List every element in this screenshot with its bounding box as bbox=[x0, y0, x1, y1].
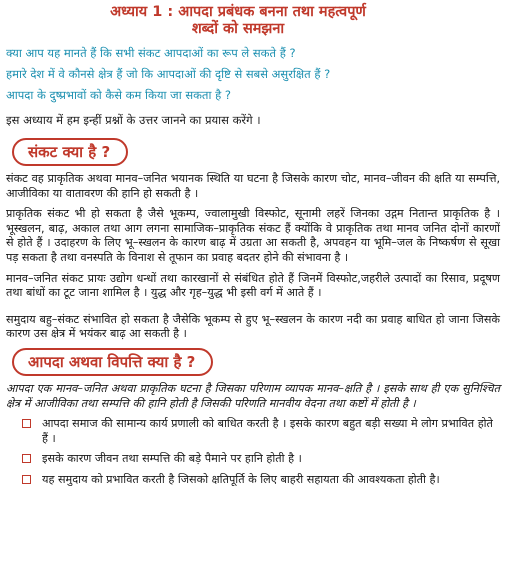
list-item bbox=[22, 452, 500, 467]
question-item: आपदा के दुष्प्रभावों को कैसे कम किया जा सकता है ? bbox=[6, 88, 231, 102]
list-item-text: इसके कारण जीवन तथा सम्पत्ति की बड़े पैमाने पर हानि होती है । bbox=[42, 452, 302, 466]
list-item-text: यह समुदाय को प्रभावित करती है जिसको क्षतिपूर्ति के लिए बाहरी सहायता की आवश्यकता होती है। bbox=[42, 472, 440, 486]
intro-text: इस अध्याय में हम इन्हीं प्रश्नों के उत्तर जानने का प्रयास करेंगे । bbox=[6, 113, 261, 127]
question-item: क्या आप यह मानते हैं कि सभी संकट आपदाओं का रूप ले सकते हैं ? bbox=[6, 46, 296, 60]
section-heading-disaster: आपदा अथवा विपत्ति क्या है ? bbox=[12, 348, 213, 376]
question-item: हमारे देश में वे कौनसे क्षेत्र हैं जो कि आपदाओं की दृष्टि से सबसे असुरक्षित हैं ? bbox=[6, 67, 331, 81]
chapter-title-line2: शब्दों को समझना bbox=[191, 21, 285, 37]
hollow-square-icon bbox=[22, 475, 31, 484]
paragraph: मानव–जनित संकट प्रायः उद्योग धन्धों तथा कारखानों से संबंधित होते हैं जिनमें विस्फोट,जहरीले उत्पादों का रिसाव, प्रदूषण तथा बांधों का टूट जाना शामिल है । युद्ध और गृह–युद्ध भी इसी वर्ग में आते हैं । bbox=[6, 271, 500, 300]
chapter-title bbox=[6, 4, 500, 38]
paragraph: आपदा एक मानव–जनित अथवा प्राकृतिक घटना है जिसका परिणाम व्यापक मानव–क्षति है । इसके साथ ही एक सुनिश्चित क्षेत्र में आजीविका तथा सम्पत्ति की हानि होती है जिसकी परिणति मानवीय वेदना तथा कष्टों में होती है । bbox=[6, 381, 500, 410]
paragraph: समुदाय बहु–संकट संभावित हो सकता है जैसेकि भूकम्प से हुए भू–स्खलन के कारण नदी का प्रवाह बाधित हो जाना जिसके कारण उस क्षेत्र में भयंकर बाढ़ आ सकती है । bbox=[6, 312, 500, 341]
section-heading-hazard: संकट क्या है ? bbox=[12, 138, 128, 166]
list-item-text: आपदा समाज की सामान्य कार्य प्रणाली को बाधित करती है । इसके कारण बहुत बड़ी सख्या मे लोग प्रभावित होते हैं । bbox=[42, 417, 493, 445]
question-list bbox=[6, 46, 500, 103]
paragraph: प्राकृतिक संकट भी हो सकता है जैसे भूकम्प, ज्वालामुखी विस्फोट, सूनामी लहरें जिनका उद्गम नितान्त प्राकृतिक है । भूस्खलन, बाढ़, अकाल तथा आग लगना सामाजिक–प्राकृतिक संकट हैं क्योंकि वे प्राकृतिक तथा मानव जनित दोनों कारणों से होते हैं । उदाहरण के लिए भू–स्खलन के कारण बाढ़ में उग्रता आ सकती है, अपवहन या भूमि–जल के निष्कर्षण से सूखा पड़ सकता है तथा वनस्पति के विनाश से तूफान का प्रवाह बदतर होने की संभावना है । bbox=[6, 207, 500, 264]
bullet-list bbox=[6, 417, 500, 487]
hollow-square-icon bbox=[22, 419, 31, 428]
list-item bbox=[22, 473, 500, 488]
chapter-title-line1: अध्याय 1 : आपदा प्रबंधक बनना तथा महत्वपूर्ण bbox=[110, 4, 366, 20]
list-item bbox=[22, 417, 500, 446]
hollow-square-icon bbox=[22, 454, 31, 463]
paragraph: संकट वह प्राकृतिक अथवा मानव–जनित भयानक स्थिति या घटना है जिसके कारण चोट, मानव–जीवन की क्षति या सम्पत्ति, आजीविका या वातावरण की हानि हो सकती है । bbox=[6, 172, 500, 200]
